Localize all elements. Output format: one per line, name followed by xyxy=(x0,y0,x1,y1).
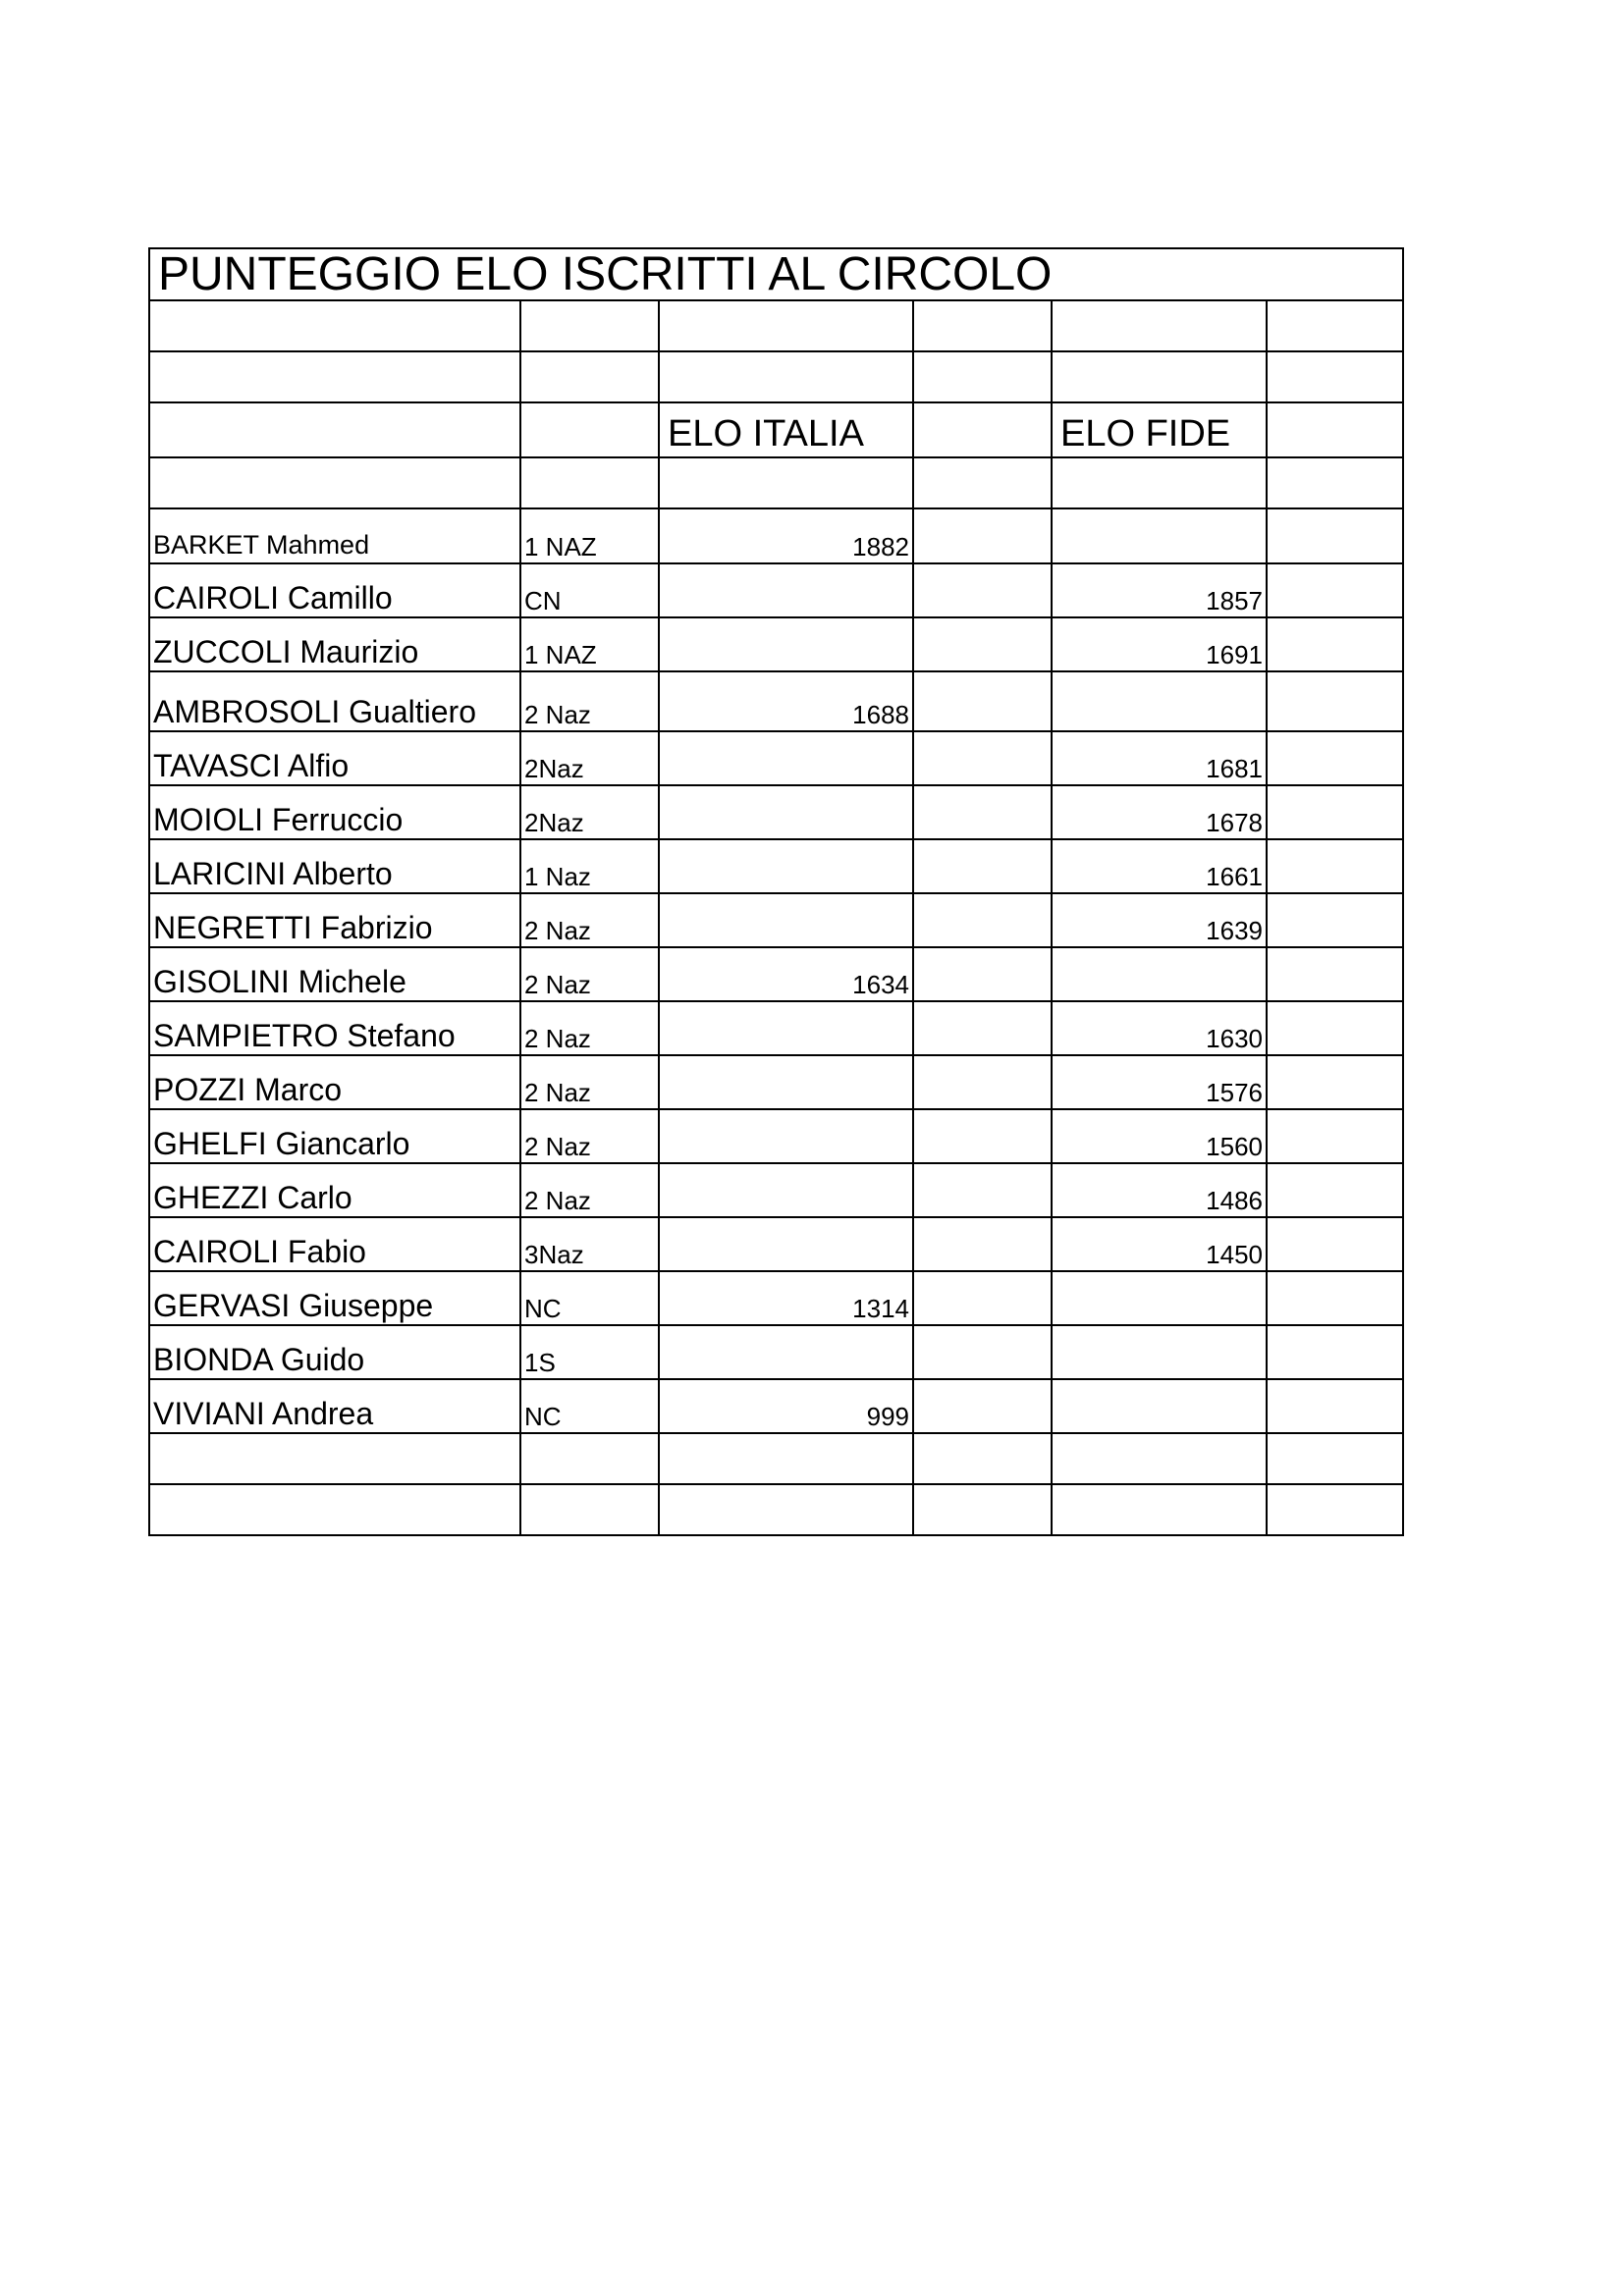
player-category: 2 Naz xyxy=(520,1001,659,1055)
elo-fide-value xyxy=(1052,1271,1267,1325)
player-name: BARKET Mahmed xyxy=(149,508,520,563)
elo-fide-value: 1630 xyxy=(1052,1001,1267,1055)
spacer-cell xyxy=(913,1163,1052,1217)
spacer-cell xyxy=(1267,1109,1403,1163)
spacer-cell xyxy=(1267,563,1403,617)
player-row xyxy=(149,1163,1403,1217)
elo-italia-value xyxy=(659,1325,913,1379)
spacer-cell xyxy=(913,1271,1052,1325)
player-name: NEGRETTI Fabrizio xyxy=(149,893,520,947)
elo-italia-value: 1634 xyxy=(659,947,913,1001)
elo-fide-value xyxy=(1052,947,1267,1001)
title-row xyxy=(149,248,1403,300)
player-name: CAIROLI Camillo xyxy=(149,563,520,617)
elo-italia-value: 999 xyxy=(659,1379,913,1433)
spacer-cell xyxy=(913,617,1052,671)
player-row xyxy=(149,563,1403,617)
spacer-cell xyxy=(1267,1055,1403,1109)
spacer-cell xyxy=(913,1055,1052,1109)
elo-fide-value: 1661 xyxy=(1052,839,1267,893)
elo-fide-value xyxy=(1052,508,1267,563)
empty-row xyxy=(149,1484,1403,1535)
spacer-cell xyxy=(913,947,1052,1001)
elo-fide-value: 1639 xyxy=(1052,893,1267,947)
elo-fide-value xyxy=(1052,1379,1267,1433)
player-category: 1 NAZ xyxy=(520,617,659,671)
player-category: CN xyxy=(520,563,659,617)
spacer-cell xyxy=(913,671,1052,731)
player-category: 3Naz xyxy=(520,1217,659,1271)
spacer-cell xyxy=(1267,1001,1403,1055)
player-name: ZUCCOLI Maurizio xyxy=(149,617,520,671)
player-name: GHELFI Giancarlo xyxy=(149,1109,520,1163)
player-category: 2 Naz xyxy=(520,947,659,1001)
player-row xyxy=(149,947,1403,1001)
player-name: GHEZZI Carlo xyxy=(149,1163,520,1217)
player-row xyxy=(149,1379,1403,1433)
player-name: TAVASCI Alfio xyxy=(149,731,520,785)
player-row xyxy=(149,893,1403,947)
player-category: 2 Naz xyxy=(520,1109,659,1163)
spacer-cell xyxy=(1267,893,1403,947)
player-category: 1 Naz xyxy=(520,839,659,893)
elo-italia-value xyxy=(659,839,913,893)
player-row xyxy=(149,671,1403,731)
player-row xyxy=(149,731,1403,785)
elo-fide-value: 1691 xyxy=(1052,617,1267,671)
empty-row xyxy=(149,1433,1403,1484)
player-name: POZZI Marco xyxy=(149,1055,520,1109)
spacer-cell xyxy=(913,1379,1052,1433)
player-name: GERVASI Giuseppe xyxy=(149,1271,520,1325)
spacer-cell xyxy=(1267,1325,1403,1379)
elo-fide-value xyxy=(1052,671,1267,731)
spacer-cell xyxy=(913,893,1052,947)
player-category: 2 Naz xyxy=(520,1163,659,1217)
spacer-cell xyxy=(1267,785,1403,839)
player-category: 2Naz xyxy=(520,785,659,839)
player-category: 1S xyxy=(520,1325,659,1379)
spacer-cell xyxy=(1267,508,1403,563)
player-row xyxy=(149,839,1403,893)
player-name: CAIROLI Fabio xyxy=(149,1217,520,1271)
player-name: GISOLINI Michele xyxy=(149,947,520,1001)
spacer-cell xyxy=(1267,1163,1403,1217)
spacer-cell xyxy=(913,785,1052,839)
spacer-cell xyxy=(913,839,1052,893)
elo-italia-value: 1314 xyxy=(659,1271,913,1325)
spacer-cell xyxy=(913,1217,1052,1271)
player-name: VIVIANI Andrea xyxy=(149,1379,520,1433)
elo-italia-value xyxy=(659,785,913,839)
player-name: MOIOLI Ferruccio xyxy=(149,785,520,839)
elo-fide-value: 1560 xyxy=(1052,1109,1267,1163)
player-name: LARICINI Alberto xyxy=(149,839,520,893)
player-name: AMBROSOLI Gualtiero xyxy=(149,671,520,731)
elo-fide-value: 1857 xyxy=(1052,563,1267,617)
empty-row xyxy=(149,300,1403,351)
spacer-cell xyxy=(1267,617,1403,671)
spacer-cell xyxy=(913,563,1052,617)
player-category: 2 Naz xyxy=(520,1055,659,1109)
spacer-cell xyxy=(913,508,1052,563)
spacer-cell xyxy=(1267,839,1403,893)
spacer-cell xyxy=(913,1325,1052,1379)
player-row xyxy=(149,1055,1403,1109)
player-category: 2 Naz xyxy=(520,671,659,731)
elo-ranking-table xyxy=(148,247,1404,1536)
spacer-cell xyxy=(913,1109,1052,1163)
empty-row xyxy=(149,351,1403,402)
player-row xyxy=(149,1109,1403,1163)
player-category: NC xyxy=(520,1379,659,1433)
player-row xyxy=(149,1325,1403,1379)
spacer-cell xyxy=(1267,671,1403,731)
header-row xyxy=(149,402,1403,457)
elo-italia-value xyxy=(659,1163,913,1217)
elo-fide-value: 1486 xyxy=(1052,1163,1267,1217)
elo-italia-value xyxy=(659,1001,913,1055)
spacer-cell xyxy=(1267,1271,1403,1325)
player-row xyxy=(149,508,1403,563)
player-row xyxy=(149,1271,1403,1325)
spacer-cell xyxy=(1267,947,1403,1001)
player-category: NC xyxy=(520,1271,659,1325)
player-category: 2 Naz xyxy=(520,893,659,947)
elo-italia-header: ELO ITALIA xyxy=(659,402,913,457)
spacer-cell xyxy=(913,1001,1052,1055)
elo-italia-value xyxy=(659,617,913,671)
player-row xyxy=(149,617,1403,671)
elo-fide-header: ELO FIDE xyxy=(1052,402,1267,457)
empty-row xyxy=(149,457,1403,508)
elo-italia-value xyxy=(659,731,913,785)
player-row xyxy=(149,1001,1403,1055)
spacer-cell xyxy=(1267,1217,1403,1271)
elo-italia-value: 1688 xyxy=(659,671,913,731)
elo-italia-value: 1882 xyxy=(659,508,913,563)
elo-italia-value xyxy=(659,1109,913,1163)
player-category: 1 NAZ xyxy=(520,508,659,563)
elo-fide-value: 1678 xyxy=(1052,785,1267,839)
elo-italia-value xyxy=(659,1055,913,1109)
table-title: PUNTEGGIO ELO ISCRITTI AL CIRCOLO xyxy=(149,248,1403,300)
player-name: SAMPIETRO Stefano xyxy=(149,1001,520,1055)
player-name: BIONDA Guido xyxy=(149,1325,520,1379)
player-row xyxy=(149,785,1403,839)
player-category: 2Naz xyxy=(520,731,659,785)
elo-fide-value: 1576 xyxy=(1052,1055,1267,1109)
spacer-cell xyxy=(1267,1379,1403,1433)
elo-fide-value: 1681 xyxy=(1052,731,1267,785)
spacer-cell xyxy=(913,731,1052,785)
elo-fide-value xyxy=(1052,1325,1267,1379)
elo-fide-value: 1450 xyxy=(1052,1217,1267,1271)
elo-italia-value xyxy=(659,563,913,617)
elo-italia-value xyxy=(659,1217,913,1271)
elo-italia-value xyxy=(659,893,913,947)
spacer-cell xyxy=(1267,731,1403,785)
player-row xyxy=(149,1217,1403,1271)
